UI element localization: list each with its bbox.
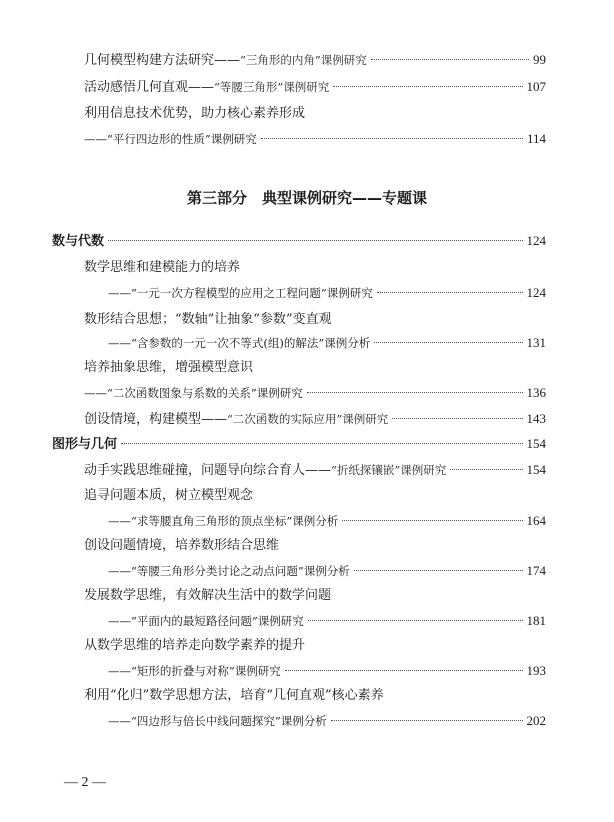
toc-page-number: 202: [526, 713, 546, 728]
toc-page-number: 181: [526, 613, 546, 628]
toc-entry[interactable]: [108, 510, 546, 532]
toc-entry[interactable]: [84, 49, 546, 71]
leader-dots: [307, 392, 523, 393]
leader-dots: [285, 670, 523, 671]
leader-dots: [374, 342, 522, 343]
toc-entry[interactable]: [84, 76, 546, 98]
toc-entry[interactable]: [108, 332, 546, 354]
toc-entry-subtitle: ——“二次函数图象与系数的关系”课例研究: [84, 386, 303, 400]
toc-entry-subtitle: ——“一元一次方程模型的应用之工程问题”课例研究: [108, 286, 373, 300]
part-title: 第三部分 典型课例研究——专题课: [186, 189, 427, 207]
toc-entry-title[interactable]: 追寻问题本质，树立模型观念: [84, 488, 254, 503]
toc-entry-title[interactable]: 从数学思维的培养走向数学素养的提升: [84, 638, 306, 653]
section-entry-geometry[interactable]: [52, 433, 546, 455]
toc-page-number: 124: [526, 233, 546, 248]
leader-dots: [121, 443, 522, 444]
toc-entry[interactable]: [108, 710, 546, 732]
toc-entry-title: 几何模型构建方法研究——“三角形的内角”课例研究: [84, 53, 367, 68]
toc-entry[interactable]: [84, 408, 546, 430]
leader-dots: [342, 520, 522, 521]
toc-page-number: 107: [526, 79, 546, 94]
toc-page-number: 174: [526, 563, 546, 578]
toc-entry-title: 动手实践思维碰撞，问题导向综合育人——“折纸探镶嵌”课例研究: [84, 463, 447, 478]
leader-dots: [392, 418, 522, 419]
toc-entry-title[interactable]: 利用“化归”数学思想方法，培育“几何直观”核心素养: [84, 688, 384, 703]
toc-page-number: 154: [526, 436, 546, 451]
toc-entry[interactable]: [108, 610, 546, 632]
toc-entry-title[interactable]: 数形结合思想；“数轴”让抽象“参数”变直观: [84, 312, 332, 327]
toc-page-number: 143: [526, 411, 546, 426]
page-footer-number: — 2 —: [64, 775, 106, 790]
toc-entry-subtitle: ——“求等腰直角三角形的顶点坐标”课例分析: [108, 514, 339, 528]
toc-entry[interactable]: [108, 560, 546, 582]
toc-entry-title[interactable]: 利用信息技术优势，助力核心素养形成: [84, 106, 306, 121]
leader-dots: [261, 138, 523, 139]
toc-entry-subtitle: ——“平行四边形的性质”课例研究: [84, 132, 257, 146]
leader-dots: [450, 469, 522, 470]
leader-dots: [377, 292, 523, 293]
toc-entry-title: 活动感悟几何直观——“等腰三角形”课例研究: [84, 80, 330, 95]
toc-page-number: 99: [533, 52, 546, 67]
toc-page-number: 164: [526, 513, 546, 528]
section-title: 数与代数: [52, 234, 105, 249]
toc-entry-title[interactable]: 培养抽象思维，增强模型意识: [84, 360, 254, 375]
toc-entry[interactable]: [84, 382, 546, 404]
toc-entry-subtitle: ——“四边形与倍长中线问题探究”课例分析: [108, 714, 327, 728]
toc-page-number: 136: [526, 385, 546, 400]
toc-page-number: 193: [526, 663, 546, 678]
toc-page-number: 114: [526, 131, 546, 146]
leader-dots: [354, 570, 523, 571]
toc-page-number: 154: [526, 462, 546, 477]
toc-page-number: 124: [526, 285, 546, 300]
toc-entry[interactable]: [108, 282, 546, 304]
leader-dots: [371, 59, 529, 60]
toc-entry[interactable]: [108, 660, 546, 682]
leader-dots: [333, 86, 522, 87]
toc-entry-title[interactable]: 发展数学思维，有效解决生活中的数学问题: [84, 588, 332, 603]
toc-entry-title[interactable]: 创设问题情境，培养数形结合思维: [84, 538, 280, 553]
toc-entry-subtitle: ——“平面内的最短路径问题”课例研究: [108, 614, 304, 628]
leader-dots: [331, 720, 523, 721]
leader-dots: [108, 240, 522, 241]
toc-entry-title[interactable]: 数学思维和建模能力的培养: [84, 260, 241, 275]
section-entry-algebra[interactable]: [52, 230, 546, 252]
toc-page-number: 131: [526, 335, 546, 350]
leader-dots: [308, 620, 523, 621]
toc-entry-subtitle: ——“等腰三角形分类讨论之动点问题”课例分析: [108, 564, 350, 578]
toc-entry-subtitle: ——“矩形的折叠与对称”课例研究: [108, 664, 281, 678]
toc-entry[interactable]: [84, 459, 546, 481]
toc-entry-subtitle: ——“含参数的一元一次不等式(组)的解法”课例分析: [108, 336, 371, 350]
toc-entry-title: 创设情境，构建模型——“二次函数的实际应用”课例研究: [84, 412, 389, 427]
section-title: 图形与几何: [52, 437, 118, 452]
toc-entry[interactable]: [84, 128, 546, 150]
